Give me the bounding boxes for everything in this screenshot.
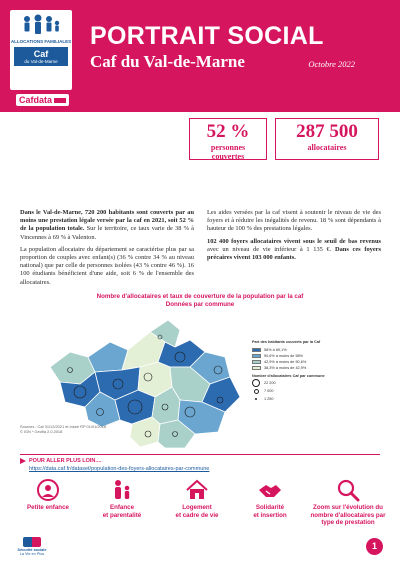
legend-swatch — [252, 366, 261, 370]
sources-line: © IGN * Geofla 2.0.2018 — [20, 429, 63, 435]
logo-caf-block — [14, 47, 68, 66]
theme-label: et parentalité — [102, 511, 142, 519]
key-figure-value: 287 500 — [296, 121, 358, 142]
paragraph-bold: Dans ces foyers précaires vivent 103 000 enfants. — [207, 245, 381, 262]
legend-title: Part des habitants couverts par la Caf — [252, 340, 321, 344]
paragraph — [207, 238, 381, 263]
paragraph: Les aides versées par la caf visent à soutenir le niveau de vie des foyers et à réduire les inégalités de revenu. 18 % sont dépendants à hauteur de 100 % des prestations légales. — [207, 209, 381, 233]
paragraph-text: Sur le territoire, ce taux varie de 38 % à Vincennes à 69 % à Valenton. — [20, 225, 194, 241]
map-legend — [252, 340, 372, 403]
handshake-icon — [256, 478, 284, 502]
legend-circle — [254, 389, 259, 394]
theme-label: Logement — [182, 504, 212, 511]
legend-circle-label: 7 000 — [264, 388, 274, 393]
paragraph-bold: 102 400 foyers allocataires vivent sous le seuil de bas revenus — [207, 237, 381, 245]
key-figure-label: allocataires — [307, 143, 347, 152]
theme-logement[interactable] — [164, 478, 230, 519]
legend-circle — [252, 379, 260, 387]
logo-caf-text: Caf — [33, 49, 49, 59]
magnifier-icon — [334, 478, 362, 502]
theme-enfance-parentalite[interactable] — [90, 478, 154, 519]
key-figure-label: couvertes — [211, 152, 245, 161]
legend-item — [252, 365, 372, 371]
key-figure-value: 52 % — [206, 121, 250, 142]
page-number: 1 — [366, 538, 383, 555]
legend-label: 58% à 69,1% — [264, 347, 287, 352]
legend-circle — [255, 398, 258, 401]
map-title-line: Données par commune — [165, 300, 235, 308]
legend-label: 50,6% à moins de 58% — [264, 353, 304, 358]
legend-label: 42,9% à moins de 50,6% — [264, 359, 307, 364]
cafdata-badge — [16, 94, 69, 106]
theme-label: et insertion — [253, 511, 287, 519]
securite-sociale-mark — [23, 537, 41, 547]
dataset-link[interactable]: https://data.caf.fr/dataset/population-des-foyers-allocataires-par-commune — [29, 466, 210, 472]
sources-line: Sources : Caf 31/12/2021 et Insee RP 01/01/2018 — [20, 424, 107, 429]
legend-label: 38,3% à moins de 42,9% — [264, 365, 307, 370]
text-column-left — [20, 209, 194, 291]
logo-small-text: ALLOCATIONS FAMILIALES — [10, 39, 72, 44]
cafdata-tag — [54, 98, 66, 103]
cafdata-label: Cafdata — [19, 95, 53, 105]
page-title: PORTRAIT SOCIAL — [90, 22, 324, 50]
theme-icons — [0, 478, 400, 538]
theme-label: type de prestation — [321, 519, 375, 526]
publication-date: Octobre 2022 — [308, 59, 355, 69]
map-title — [90, 293, 310, 308]
key-figure-allocataires — [275, 118, 379, 160]
theme-label: Solidarité — [255, 504, 285, 511]
further-reading-title: POUR ALLER PLUS LOIN.... — [20, 457, 209, 465]
key-figure-label: personnes — [210, 143, 246, 152]
legend-swatch — [252, 360, 261, 364]
map-commune — [88, 342, 128, 372]
theme-label: et cadre de vie — [175, 511, 219, 519]
legend-circle-label: 22 200 — [264, 380, 276, 385]
theme-zoom[interactable] — [302, 478, 394, 527]
theme-label: nombre d'allocataires par — [310, 511, 386, 519]
header-band — [0, 0, 400, 112]
map-sources — [20, 424, 180, 434]
logo-caf-sub: du Val-de-Marne — [24, 59, 58, 64]
text-column-right — [207, 209, 381, 266]
family-figures-icon — [19, 14, 63, 38]
secu-line: Sécurité sociale — [17, 548, 47, 552]
house-icon — [183, 478, 211, 502]
legend-circle-item — [252, 395, 372, 403]
legend-circle-item — [252, 379, 372, 387]
legend-circle-label: 1 250 — [264, 396, 274, 401]
paragraph-text: avec un niveau de vie inférieur à 1 135 €. — [207, 245, 335, 253]
divider — [20, 454, 380, 455]
caf-logo — [10, 10, 72, 90]
legend-circle-item — [252, 387, 372, 395]
theme-petite-enfance[interactable] — [18, 478, 78, 512]
baby-icon — [34, 478, 62, 502]
theme-label: Enfance — [109, 504, 135, 511]
theme-label: Zoom sur l'évolution du — [313, 504, 383, 511]
legend-circles-title: Nombre d'allocataires Caf par commune — [252, 374, 325, 378]
key-figure-coverage — [189, 118, 267, 160]
further-reading — [20, 457, 209, 473]
map-title-line: Nombre d'allocataires et taux de couverture de la population par la caf — [96, 293, 304, 300]
securite-sociale-logo — [17, 537, 47, 557]
paragraph: La population allocataire du département se caractérise plus par sa proportion de couples avec enfant(s) (36 % contre 34 % au niveau national) que par celle de personnes isolées (43 % contre 46 %). 16 100 étudiants bénéficient d'une aide, soit 6 % de l'ensemble des allocataires. — [20, 245, 194, 286]
parent-child-icon — [108, 478, 136, 502]
paragraph — [20, 209, 194, 242]
secu-line: La Vie en Plus — [19, 552, 45, 557]
paragraph-bold: Dans le Val-de-Marne, 720 200 habitants sont couverts par au moins une prestation légale versée par la caf en 2021, soit 52 % de la population totale. — [20, 209, 194, 233]
page-subtitle: Caf du Val-de-Marne — [90, 52, 245, 71]
legend-swatch — [252, 354, 261, 358]
theme-label: Petite enfance — [27, 504, 69, 511]
theme-solidarite[interactable] — [238, 478, 302, 519]
legend-swatch — [252, 348, 261, 352]
